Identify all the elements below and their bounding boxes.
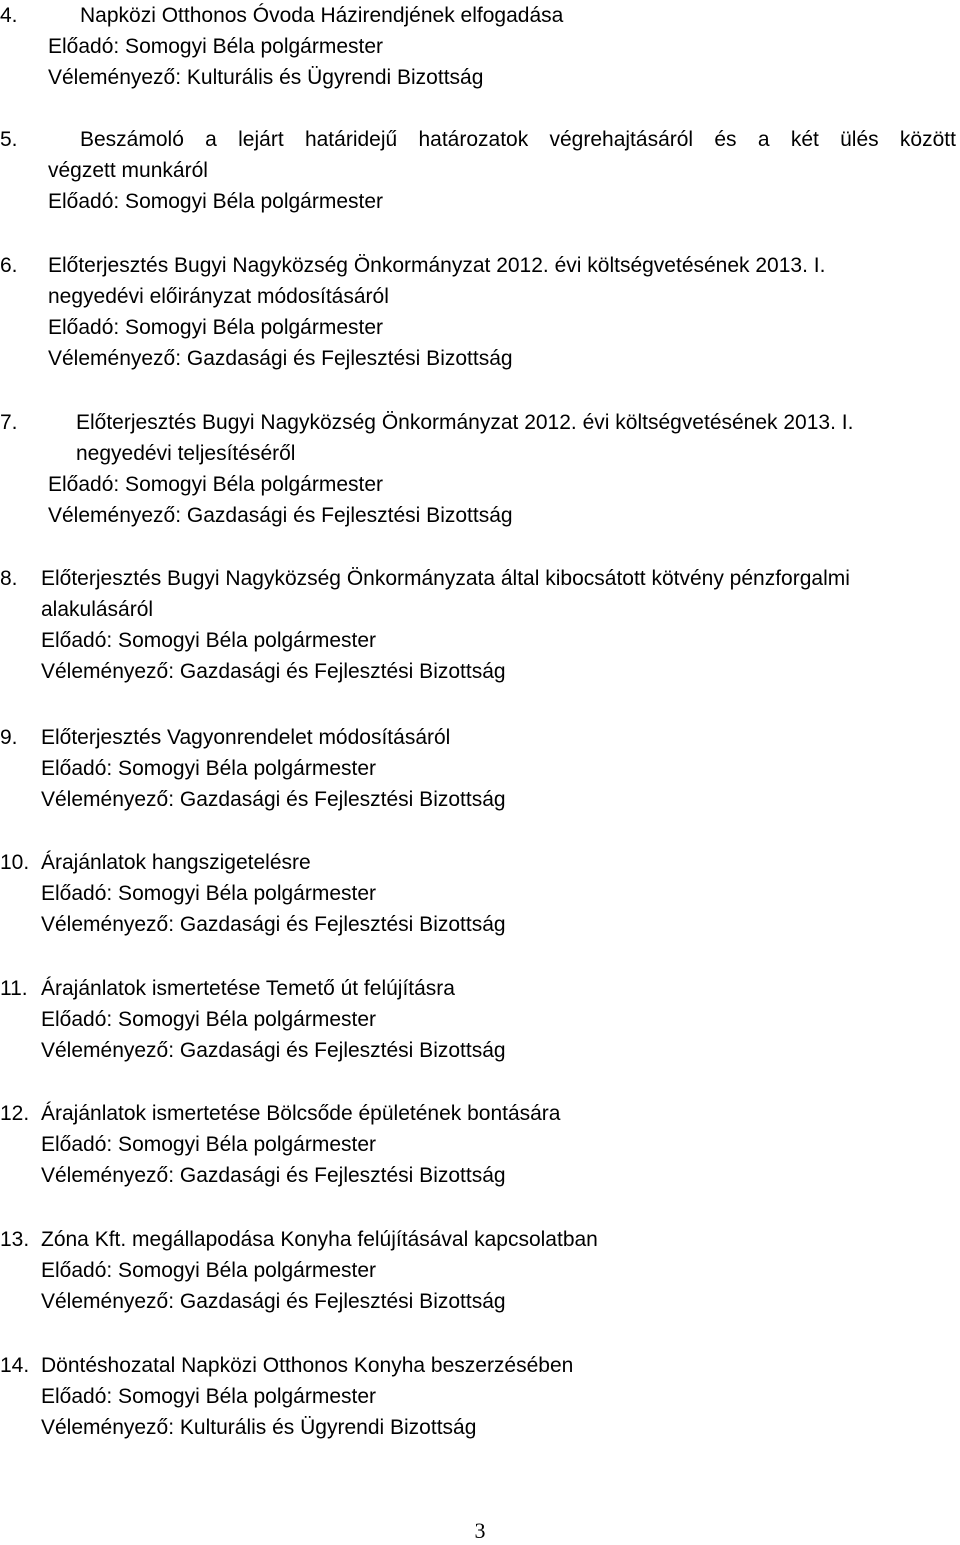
item-reviewer: Véleményező: Gazdasági és Fejlesztési Bizottság	[41, 660, 506, 683]
item-reviewer: Véleményező: Gazdasági és Fejlesztési Bizottság	[41, 788, 506, 811]
item-number: 11.	[0, 977, 28, 1000]
item-presenter: Előadó: Somogyi Béla polgármester	[48, 316, 384, 339]
item-number: 10.	[0, 851, 30, 874]
item-reviewer: Véleményező: Gazdasági és Fejlesztési Bizottság	[48, 347, 513, 370]
item-presenter: Előadó: Somogyi Béla polgármester	[41, 1259, 377, 1282]
item-reviewer: Véleményező: Gazdasági és Fejlesztési Bizottság	[48, 504, 513, 527]
item-title: Árajánlatok ismertetése Temető út felújításra	[41, 977, 455, 1000]
item-presenter: Előadó: Somogyi Béla polgármester	[41, 629, 377, 652]
agenda-item-13	[0, 1224, 960, 1317]
item-title-line-2: negyedévi előirányzat módosításáról	[48, 285, 389, 308]
agenda-item-14	[0, 1350, 960, 1443]
agenda-item-6	[0, 250, 960, 374]
item-presenter: Előadó: Somogyi Béla polgármester	[41, 757, 377, 780]
item-title: Döntéshozatal Napközi Otthonos Konyha beszerzésében	[41, 1354, 574, 1377]
item-number: 13.	[0, 1228, 30, 1251]
item-number: 6.	[0, 254, 18, 277]
item-title: Árajánlatok ismertetése Bölcsőde épületének bontására	[41, 1102, 561, 1125]
agenda-item-5	[0, 124, 960, 217]
item-number: 12.	[0, 1102, 30, 1125]
item-title: Napközi Otthonos Óvoda Házirendjének elfogadása	[80, 4, 564, 27]
item-title-line-2: alakulásáról	[41, 598, 154, 621]
item-presenter: Előadó: Somogyi Béla polgármester	[41, 1133, 377, 1156]
item-reviewer: Véleményező: Gazdasági és Fejlesztési Bizottság	[41, 1039, 506, 1062]
agenda-item-10	[0, 847, 960, 940]
agenda-item-9	[0, 722, 960, 815]
title-word: a	[757, 128, 770, 151]
item-presenter: Előadó: Somogyi Béla polgármester	[48, 473, 384, 496]
title-word: Beszámoló	[80, 128, 184, 151]
item-number: 7.	[0, 411, 18, 434]
item-number: 4.	[0, 4, 18, 27]
item-presenter: Előadó: Somogyi Béla polgármester	[48, 190, 384, 213]
title-word: végrehajtásáról	[549, 128, 694, 151]
title-word: határozatok	[418, 128, 529, 151]
title-word: lejárt	[238, 128, 284, 151]
item-presenter: Előadó: Somogyi Béla polgármester	[41, 882, 377, 905]
item-number: 14.	[0, 1354, 30, 1377]
item-number: 5.	[0, 128, 18, 151]
title-word: a	[205, 128, 217, 151]
item-title: Árajánlatok hangszigetelésre	[41, 851, 311, 874]
agenda-item-11	[0, 973, 960, 1066]
item-title: Előterjesztés Vagyonrendelet módosításáról	[41, 726, 451, 749]
item-title-line-1: Előterjesztés Bugyi Nagyközség Önkormányzata által kibocsátott kötvény pénzforgalmi	[41, 567, 850, 590]
agenda-item-8	[0, 563, 960, 687]
title-word: és	[714, 128, 737, 151]
item-number: 8.	[0, 567, 18, 590]
title-word: között	[899, 128, 956, 151]
title-word: ülés	[840, 128, 879, 151]
item-presenter: Előadó: Somogyi Béla polgármester	[41, 1008, 377, 1031]
item-title-line-2: végzett munkáról	[48, 159, 208, 182]
agenda-item-4	[0, 0, 960, 93]
item-title-line-1: Előterjesztés Bugyi Nagyközség Önkormányzat 2012. évi költségvetésének 2013. I.	[48, 254, 826, 277]
item-title-line-1: Előterjesztés Bugyi Nagyközség Önkormányzat 2012. évi költségvetésének 2013. I.	[76, 411, 854, 434]
item-presenter: Előadó: Somogyi Béla polgármester	[41, 1385, 377, 1408]
item-presenter: Előadó: Somogyi Béla polgármester	[48, 35, 384, 58]
title-word: két	[790, 128, 819, 151]
item-reviewer: Véleményező: Gazdasági és Fejlesztési Bizottság	[41, 913, 506, 936]
item-title: Zóna Kft. megállapodása Konyha felújításával kapcsolatban	[41, 1228, 598, 1251]
item-reviewer: Véleményező: Gazdasági és Fejlesztési Bizottság	[41, 1290, 506, 1313]
item-number: 9.	[0, 726, 18, 749]
agenda-item-12	[0, 1098, 960, 1191]
item-title-line-2: negyedévi teljesítéséről	[76, 442, 296, 465]
item-title-line-1	[80, 124, 956, 155]
item-reviewer: Véleményező: Kulturális és Ügyrendi Bizottság	[48, 66, 484, 89]
agenda-item-7	[0, 407, 960, 531]
item-reviewer: Véleményező: Gazdasági és Fejlesztési Bizottság	[41, 1164, 506, 1187]
title-word: határidejű	[304, 128, 398, 151]
item-reviewer: Véleményező: Kulturális és Ügyrendi Bizottság	[41, 1416, 477, 1439]
page-number: 3	[474, 1518, 486, 1543]
